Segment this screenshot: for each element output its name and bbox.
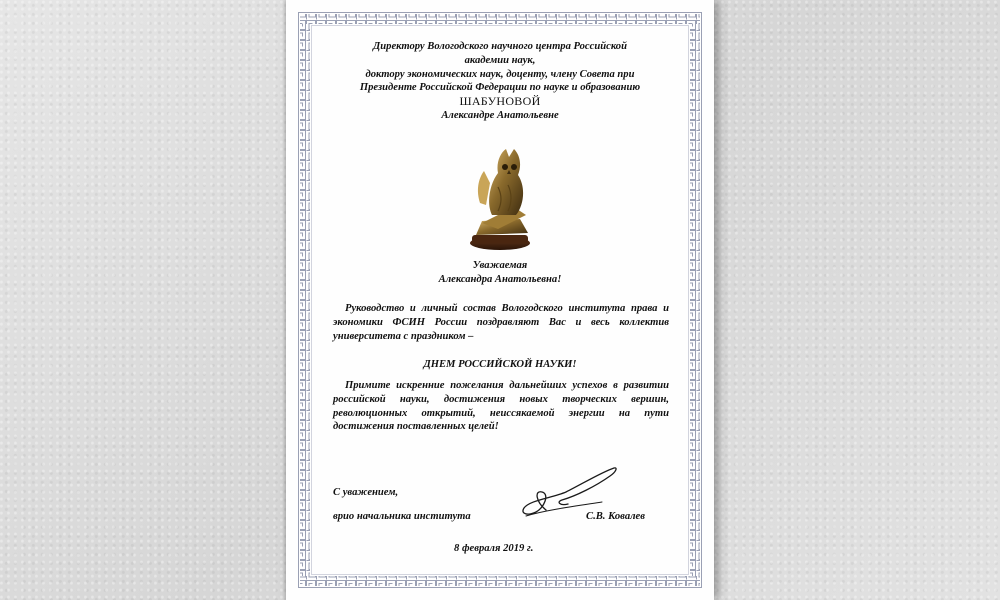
- owl-statuette-icon: [468, 143, 536, 251]
- address-line-2: академии наук,: [464, 54, 536, 66]
- salutation: [310, 259, 690, 287]
- congratulation-paragraph: Руководство и личный состав Вологодского института права и экономики ФСИН России поздравляют Вас и весь коллектив университета с праздником –: [333, 303, 669, 342]
- address-line-4: Президенте Российской Федерации по науке и образованию: [359, 82, 641, 94]
- addressee-surname: ШАБУНОВОЙ: [459, 94, 541, 109]
- signer-name: С.В. Ковалев: [586, 511, 645, 522]
- address-line-1: Директору Вологодского научного центра Российской: [373, 41, 627, 52]
- closing-phrase: С уважением,: [333, 487, 399, 498]
- wishes-paragraph: Примите искренние пожелания дальнейших успехов в развитии российской науки, достижения новых творческих вершин, революционных открытий, неиссякаемой энергии на пути достижения поставленных целей!: [333, 380, 669, 433]
- addressee-name: Александре Анатольевне: [441, 109, 559, 121]
- signer-role: врио начальника института: [333, 511, 471, 522]
- addressee-block: [310, 40, 690, 123]
- salutation-line-1: Уважаемая: [472, 260, 528, 271]
- address-line-3: доктору экономических наук, доценту, члену Совета при: [365, 68, 635, 80]
- holiday-title: ДНЕМ РОССИЙСКОЙ НАУКИ!: [423, 359, 577, 370]
- salutation-line-2: Александра Анатольевна!: [438, 273, 562, 285]
- letter-date: 8 февраля 2019 г.: [454, 543, 534, 554]
